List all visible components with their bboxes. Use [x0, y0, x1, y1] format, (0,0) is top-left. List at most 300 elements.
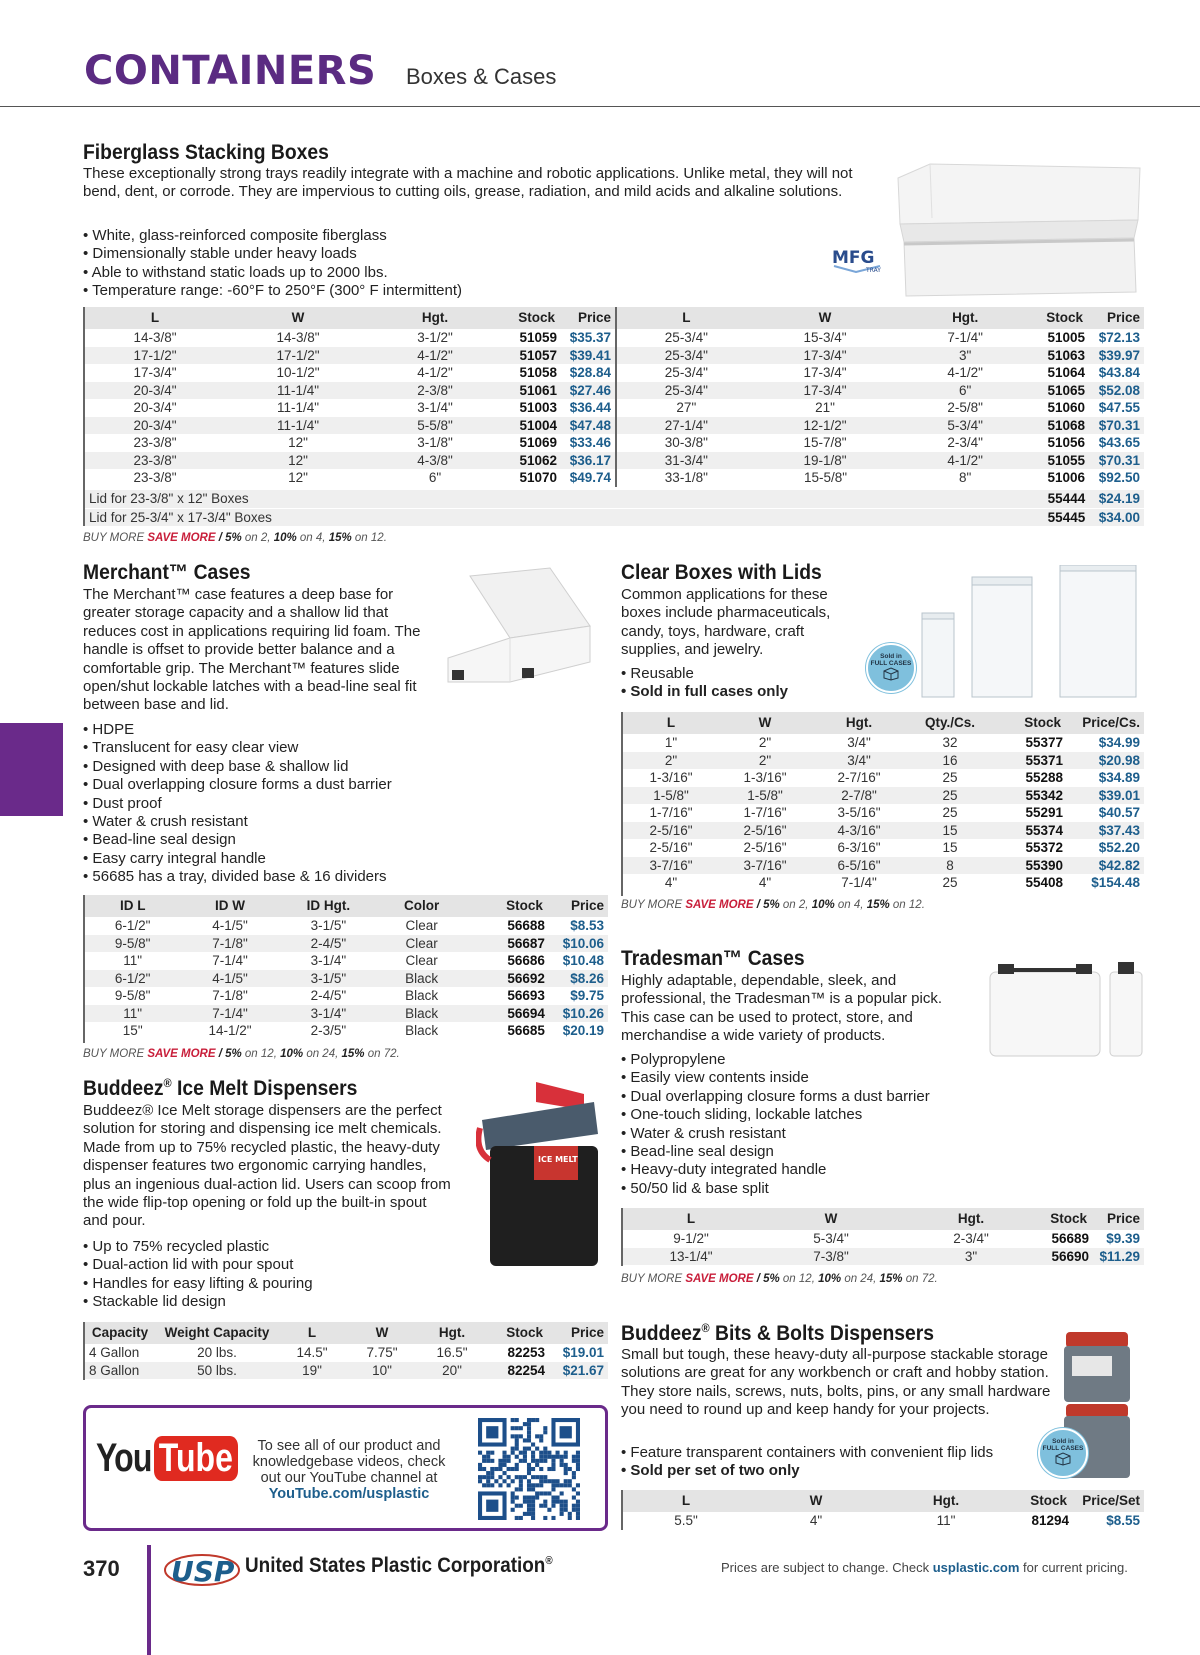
- table-cell: $33.46: [569, 435, 611, 450]
- table-row: [83, 364, 615, 382]
- table-cell: 2-5/8": [947, 400, 983, 415]
- feature-item: • Polypropylene: [621, 1051, 1041, 1069]
- table-row: [83, 917, 608, 935]
- table-row: [616, 417, 1144, 435]
- table-cell: 11-1/4": [276, 400, 320, 415]
- table-cell: 55371: [991, 752, 1065, 770]
- table-cell: 25-3/4": [616, 347, 756, 365]
- table-cell: 3-1/5": [310, 918, 347, 933]
- table-cell: $52.20: [1098, 840, 1140, 855]
- table-cell: 51004: [501, 417, 559, 435]
- column-header: Stock: [991, 712, 1065, 734]
- feature-item: • Translucent for easy clear view: [83, 739, 503, 757]
- table-cell: 8": [959, 470, 972, 485]
- table-cell: Lid for 25-3/4" x 17-3/4" Boxes: [83, 508, 1046, 526]
- table-cell: 15: [909, 822, 991, 840]
- table-cell: 5-5/8": [369, 417, 501, 435]
- table-cell: 15: [942, 840, 958, 855]
- table-cell: 51062: [501, 452, 559, 470]
- merchant-product-image: [440, 566, 600, 721]
- table-cell: 56693: [507, 988, 545, 1003]
- column-header: Price: [1087, 307, 1144, 329]
- feature-item: • Dust proof: [83, 795, 503, 813]
- table-cell: 55445: [1047, 509, 1086, 525]
- ice-melt-table: [83, 1322, 608, 1379]
- feature-item: • Reusable: [621, 665, 861, 683]
- table-cell: $36.17: [559, 452, 615, 470]
- table-cell: 11": [83, 1005, 182, 1023]
- clear-boxes-features: [621, 665, 861, 702]
- table-cell: 51058: [519, 365, 557, 380]
- table-row: [83, 1022, 608, 1040]
- column-header: Stock: [487, 1322, 547, 1344]
- table-cell: 30-3/8": [664, 435, 708, 450]
- table-row: [621, 769, 1144, 787]
- table-cell: 16: [909, 752, 991, 770]
- column-header: ID Hgt.: [278, 895, 379, 917]
- bits-bolts-features: [621, 1444, 1041, 1481]
- feature-item: • Heavy-duty integrated handle: [621, 1161, 1041, 1179]
- feature-item: • Temperature range: -60°F to 250°F (300° F intermittent): [83, 282, 683, 300]
- table-cell: 15-5/8": [803, 470, 848, 485]
- table-cell: 17-3/4": [756, 347, 896, 365]
- table-cell: 1-7/16": [743, 805, 787, 820]
- table-cell: 20-3/4": [83, 417, 227, 435]
- table-cell: 82254: [487, 1362, 547, 1380]
- table-cell: 11-1/4": [227, 417, 369, 435]
- table-row: [621, 1230, 1144, 1248]
- youtube-promo[interactable]: [83, 1405, 608, 1531]
- table-cell: 27": [676, 400, 697, 415]
- table-cell: 3-5/16": [837, 805, 881, 820]
- table-cell: 17-1/2": [83, 347, 227, 365]
- usp-logo: [163, 1552, 241, 1593]
- table-cell: 55390: [991, 857, 1065, 875]
- table-row: [83, 434, 615, 452]
- table-row: [83, 1362, 608, 1380]
- table-cell: 5.5": [674, 1513, 698, 1528]
- box-icon: [1054, 1452, 1072, 1466]
- feature-item: • Bead-line seal design: [83, 831, 503, 849]
- column-header: Hgt.: [901, 1208, 1041, 1230]
- table-cell: $35.37: [569, 330, 611, 345]
- fiberglass-product-image: [890, 160, 1145, 303]
- column-header: Price: [547, 895, 608, 917]
- fiberglass-table-right: [615, 307, 1144, 487]
- table-cell: 55291: [1025, 805, 1063, 820]
- feature-item: • Feature transparent containers with convenient flip lids: [621, 1444, 1041, 1462]
- table-cell: 25: [942, 770, 958, 785]
- table-cell: $39.41: [559, 347, 615, 365]
- table-cell: 6": [895, 382, 1035, 400]
- table-row: [83, 452, 615, 470]
- table-left-border: [83, 895, 85, 1043]
- table-cell: 56687: [464, 935, 547, 953]
- table-cell: 20": [417, 1362, 487, 1380]
- column-header: W: [751, 1490, 881, 1512]
- column-header: Color: [379, 895, 464, 917]
- tradesman-description: Highly adaptable, dependable, sleek, and professional, the Tradesman™ is a popular pick. This case can be used to protect, store, and merchandise a wide variety of products.: [621, 972, 942, 1045]
- buy-more-note: BUY MORE SAVE MORE / 5% on 2, 10% on 4, 15% on 12.: [621, 899, 925, 911]
- table-row: [621, 804, 1144, 822]
- table-cell: 51069: [519, 435, 557, 450]
- column-header: W: [756, 307, 896, 329]
- table-cell: $92.50: [1098, 470, 1140, 485]
- table-cell: 5-3/4": [813, 1231, 849, 1246]
- table-cell: $70.31: [1087, 417, 1144, 435]
- table-cell: 23-3/8": [133, 435, 177, 450]
- mfg-logo-mark: MFG: [832, 248, 875, 268]
- table-cell: 51003: [519, 400, 557, 415]
- table-cell: 2": [721, 752, 809, 770]
- table-cell: 9-1/2": [673, 1231, 709, 1246]
- merchant-features: [83, 721, 503, 887]
- table-cell: 2-3/5": [310, 1023, 347, 1038]
- table-cell: 2-4/5": [278, 935, 379, 953]
- bits-bolts-title: Buddeez® Bits & Bolts Dispensers: [621, 1321, 935, 1345]
- table-cell: 55372: [1025, 840, 1063, 855]
- column-header: Hgt.: [895, 307, 1035, 329]
- page-subtitle: Boxes & Cases: [406, 64, 557, 89]
- table-row: [616, 452, 1144, 470]
- buy-more-note: BUY MORE SAVE MORE / 5% on 12, 10% on 24, 15% on 72.: [621, 1273, 938, 1285]
- table-cell: $49.74: [569, 470, 611, 485]
- column-header: L: [277, 1322, 347, 1344]
- table-row: [83, 399, 615, 417]
- svg-text:USP: USP: [171, 1555, 235, 1588]
- table-cell: 21": [815, 400, 835, 415]
- table-cell: 2-5/16": [649, 840, 693, 855]
- table-cell: $39.01: [1065, 787, 1144, 805]
- table-cell: 3": [895, 347, 1035, 365]
- feature-item: • Bead-line seal design: [621, 1143, 1041, 1161]
- table-cell: 51056: [1047, 435, 1085, 450]
- column-header: W: [347, 1322, 417, 1344]
- table-cell: $10.06: [547, 935, 608, 953]
- table-cell: $34.89: [1098, 770, 1140, 785]
- column-header: Hgt.: [369, 307, 501, 329]
- table-cell: 25-3/4": [664, 365, 708, 380]
- table-cell: 51055: [1035, 452, 1087, 470]
- column-header: Price/Set: [1071, 1490, 1144, 1512]
- table-cell: $154.48: [1091, 875, 1140, 890]
- table-cell: 27-1/4": [616, 417, 756, 435]
- table-cell: $27.46: [559, 382, 615, 400]
- table-cell: $21.67: [547, 1362, 608, 1380]
- table-cell: 2-5/16": [721, 822, 809, 840]
- column-header: Hgt.: [809, 712, 909, 734]
- ice-melt-features: [83, 1238, 463, 1312]
- table-cell: 51057: [501, 347, 559, 365]
- tradesman-features: [621, 1051, 1041, 1198]
- table-cell: 51060: [1047, 400, 1085, 415]
- table-row: [83, 935, 608, 953]
- table-cell: 20-3/4": [83, 382, 227, 400]
- table-cell: 51006: [1047, 470, 1085, 485]
- table-cell: 19": [277, 1362, 347, 1380]
- column-header: W: [721, 712, 809, 734]
- table-cell: 23-3/8": [83, 452, 227, 470]
- table-cell: Clear: [405, 918, 438, 933]
- table-cell: $20.98: [1065, 752, 1144, 770]
- table-cell: $8.26: [547, 970, 608, 988]
- table-cell: 7-1/4": [212, 953, 248, 968]
- youtube-message: To see all of our product and knowledgebase videos, check out our YouTube channel at YouTube.com/usplastic: [252, 1438, 446, 1502]
- table-cell: 4": [664, 875, 678, 890]
- column-header: Stock: [1035, 307, 1087, 329]
- table-cell: 7-1/4": [182, 1005, 277, 1023]
- column-header: L: [83, 307, 227, 329]
- table-cell: $70.31: [1087, 452, 1144, 470]
- feature-item: • Water & crush resistant: [83, 813, 503, 831]
- table-cell: $43.84: [1098, 365, 1140, 380]
- table-cell: 11": [123, 953, 143, 968]
- table-cell: 55374: [991, 822, 1065, 840]
- table-cell: 14-3/8": [276, 330, 320, 345]
- table-cell: 11-1/4": [227, 382, 369, 400]
- pricing-note: Prices are subject to change. Check usplastic.com for current pricing.: [721, 1560, 1128, 1575]
- feature-item: • Dual-action lid with pour spout: [83, 1256, 463, 1274]
- svg-text:ICE MELT: ICE MELT: [538, 1155, 578, 1164]
- table-cell: 10": [347, 1362, 417, 1380]
- qr-code[interactable]: [478, 1418, 580, 1525]
- table-cell: 55288: [1025, 770, 1063, 785]
- table-row: [621, 1512, 1144, 1530]
- table-cell: 55377: [1025, 735, 1063, 750]
- clear-boxes-title: Clear Boxes with Lids: [621, 561, 822, 584]
- feature-item: • 50/50 lid & base split: [621, 1180, 1041, 1198]
- table-cell: 6-5/16": [809, 857, 909, 875]
- table-cell: 12-1/2": [756, 417, 896, 435]
- feature-item: • Dimensionally stable under heavy loads: [83, 245, 683, 263]
- table-cell: 3-1/4": [417, 400, 453, 415]
- table-cell: 15": [122, 1023, 143, 1038]
- youtube-link[interactable]: YouTube.com/usplastic: [268, 1486, 430, 1502]
- column-header: Stock: [1011, 1490, 1071, 1512]
- table-row: [616, 469, 1144, 487]
- table-row: [83, 952, 608, 970]
- table-cell: 51063: [1035, 347, 1087, 365]
- full-cases-badge: Sold in FULL CASES: [1038, 1428, 1088, 1478]
- table-cell: $34.00: [1087, 508, 1144, 526]
- table-cell: 9-5/8": [83, 935, 182, 953]
- table-cell: 4-3/16": [809, 822, 909, 840]
- ice-melt-product-image: [476, 1080, 606, 1275]
- column-header: W: [761, 1208, 901, 1230]
- ice-melt-description: Buddeez® Ice Melt storage dispensers are the perfect solution for storing and dispensing ice melt chemicals. Made from up to 75% recycled plastic, the heavy-duty dispenser features two ergonomic carrying handles, plus an ingenious dual-action lid. Users can scoop from the wide flip-top opening or fold up the built-in spout and pour.: [83, 1102, 451, 1230]
- column-header: L: [616, 307, 756, 329]
- table-cell: 51068: [1035, 417, 1087, 435]
- table-cell: 1-3/16": [743, 770, 787, 785]
- tradesman-product-image: [988, 958, 1144, 1063]
- table-cell: 31-3/4": [616, 452, 756, 470]
- table-cell: 6-3/16": [837, 840, 881, 855]
- table-row: [616, 399, 1144, 417]
- table-cell: 3/4": [847, 735, 871, 750]
- table-row: [83, 490, 1144, 508]
- fiberglass-features: [83, 227, 683, 301]
- svg-text:TRAY: TRAY: [866, 267, 881, 273]
- table-cell: 6-1/2": [83, 970, 182, 988]
- table-cell: 15-7/8": [803, 435, 847, 450]
- table-cell: 33-1/8": [664, 470, 708, 485]
- table-cell: 3": [901, 1248, 1041, 1266]
- full-cases-badge: Sold in FULL CASES: [866, 643, 916, 693]
- table-cell: 56686: [507, 953, 545, 968]
- feature-item: • Easily view contents inside: [621, 1069, 1041, 1087]
- column-header: Stock: [1041, 1208, 1091, 1230]
- table-cell: 3-7/16": [721, 857, 809, 875]
- clear-boxes-table: [621, 712, 1144, 892]
- column-header: Stock: [501, 307, 559, 329]
- table-cell: 1-7/16": [649, 805, 693, 820]
- fiberglass-title: Fiberglass Stacking Boxes: [83, 141, 329, 164]
- bits-bolts-table: [621, 1490, 1144, 1530]
- feature-item: • One-touch sliding, lockable latches: [621, 1106, 1041, 1124]
- table-cell: Clear: [405, 953, 438, 968]
- table-cell: $52.08: [1087, 382, 1144, 400]
- table-cell: $47.55: [1098, 400, 1140, 415]
- table-cell: 16.5": [436, 1345, 468, 1360]
- table-cell: 56692: [464, 970, 547, 988]
- table-cell: 51005: [1047, 330, 1085, 345]
- table-cell: 15-3/4": [803, 330, 847, 345]
- column-header: Qty./Cs.: [909, 712, 991, 734]
- column-header: L: [621, 1208, 761, 1230]
- fiberglass-lid-table: [83, 490, 1144, 526]
- table-cell: $37.43: [1065, 822, 1144, 840]
- table-cell: 4-1/2": [895, 452, 1035, 470]
- table-cell: $42.82: [1065, 857, 1144, 875]
- table-cell: 51061: [501, 382, 559, 400]
- company-name: United States Plastic Corporation®: [245, 1554, 553, 1577]
- table-cell: Clear: [379, 935, 464, 953]
- table-row: [83, 1005, 608, 1023]
- table-cell: 2-3/4": [953, 1231, 989, 1246]
- youtube-logo[interactable]: You Tube: [96, 1436, 258, 1481]
- table-cell: 20 lbs.: [197, 1345, 237, 1360]
- table-cell: 25-3/4": [664, 330, 708, 345]
- table-cell: $24.19: [1087, 490, 1144, 508]
- page-number: 370: [83, 1556, 120, 1581]
- table-cell: 14-3/8": [133, 330, 177, 345]
- table-cell: $43.65: [1098, 435, 1140, 450]
- column-header: Price: [547, 1322, 608, 1344]
- table-row: [621, 857, 1144, 875]
- table-cell: 7-1/8": [212, 988, 248, 1003]
- table-cell: $9.39: [1106, 1231, 1140, 1246]
- table-cell: 4-1/5": [182, 970, 277, 988]
- page-title: CONTAINERS: [84, 48, 377, 94]
- table-cell: 3-1/4": [278, 1005, 379, 1023]
- table-cell: 55444: [1047, 491, 1086, 506]
- column-header: Price: [559, 307, 615, 329]
- table-cell: Black: [379, 970, 464, 988]
- fiberglass-table-left: [83, 307, 615, 487]
- feature-item: • Able to withstand static loads up to 2000 lbs.: [83, 264, 683, 282]
- table-cell: 7-1/4": [947, 330, 983, 345]
- table-cell: 1-5/8": [721, 787, 809, 805]
- table-cell: 7-1/8": [182, 935, 277, 953]
- table-cell: 17-1/2": [227, 347, 369, 365]
- column-header: Capacity: [83, 1322, 157, 1344]
- column-header: Price/Cs.: [1065, 712, 1144, 734]
- table-cell: 17-3/4": [803, 365, 847, 380]
- table-cell: $10.48: [562, 953, 604, 968]
- table-cell: $72.13: [1098, 330, 1140, 345]
- table-cell: 2-5/16": [621, 822, 721, 840]
- table-row: [621, 752, 1144, 770]
- table-cell: 6": [428, 470, 442, 485]
- table-cell: 1-3/16": [649, 770, 693, 785]
- table-cell: 14.5": [296, 1345, 328, 1360]
- table-cell: 13-1/4": [621, 1248, 761, 1266]
- table-cell: 4-3/8": [369, 452, 501, 470]
- feature-item: • Water & crush resistant: [621, 1125, 1041, 1143]
- table-cell: 8: [909, 857, 991, 875]
- column-header: L: [621, 1490, 751, 1512]
- table-cell: 4": [809, 1513, 823, 1528]
- table-cell: 4-1/2": [369, 347, 501, 365]
- merchant-description: The Merchant™ case features a deep base for greater storage capacity and a shallow lid that reduces cost in applications requiring lid foam. The handle is offset to provide better balance and a comfortable grip. The Merchant™ features slide open/shut lockable latches with a bead-line seal fit between base and lid.: [83, 586, 421, 714]
- table-left-border: [621, 1490, 623, 1530]
- tradesman-table: [621, 1208, 1144, 1265]
- table-left-border: [621, 712, 623, 896]
- feature-item: • Stackable lid design: [83, 1293, 463, 1311]
- table-cell: Black: [379, 1005, 464, 1023]
- site-link[interactable]: usplastic.com: [932, 1560, 1020, 1575]
- table-cell: 23-3/8": [133, 470, 177, 485]
- table-cell: 6-1/2": [114, 918, 151, 933]
- table-cell: 50 lbs.: [157, 1362, 277, 1380]
- table-cell: 10-1/2": [276, 365, 320, 380]
- table-cell: 2-5/16": [743, 840, 787, 855]
- table-cell: 19-1/8": [756, 452, 896, 470]
- table-cell: 2-4/5": [310, 988, 347, 1003]
- feature-item: • Easy carry integral handle: [83, 850, 503, 868]
- table-cell: $19.01: [562, 1345, 604, 1360]
- table-cell: 4-1/5": [212, 918, 248, 933]
- table-cell: 82253: [507, 1345, 545, 1360]
- table-cell: 51064: [1047, 365, 1085, 380]
- table-cell: 2-3/4": [947, 435, 983, 450]
- table-cell: 17-3/4": [756, 382, 896, 400]
- table-cell: 7-1/4": [841, 875, 877, 890]
- table-cell: 12": [288, 435, 308, 450]
- table-cell: 51065: [1035, 382, 1087, 400]
- column-header: ID L: [83, 895, 182, 917]
- table-cell: $8.53: [570, 918, 604, 933]
- table-row: [83, 508, 1144, 526]
- table-cell: $10.26: [547, 1005, 608, 1023]
- table-cell: 2-7/8": [809, 787, 909, 805]
- table-cell: 4-1/2": [417, 365, 453, 380]
- table-cell: 2": [758, 735, 772, 750]
- table-cell: 3-1/4": [310, 953, 347, 968]
- table-row: [616, 347, 1144, 365]
- feature-item: • Dual overlapping closure forms a dust barrier: [83, 776, 503, 794]
- fiberglass-description: These exceptionally strong trays readily integrate with a machine and robotic applications. Unlike metal, they will not bend, dent, or corrode. They are impervious to cutting oils, grease, radiation, and mild acids and alkaline solutions.: [83, 165, 853, 201]
- feature-item: • 56685 has a tray, divided base & 16 dividers: [83, 868, 503, 886]
- table-cell: 17-3/4": [133, 365, 177, 380]
- table-cell: 3-1/2": [417, 330, 453, 345]
- table-cell: 25: [909, 787, 991, 805]
- feature-item: • White, glass-reinforced composite fiberglass: [83, 227, 683, 245]
- table-cell: 2-3/8": [369, 382, 501, 400]
- table-row: [616, 329, 1144, 347]
- table-cell: 7-3/8": [761, 1248, 901, 1266]
- table-cell: 5-3/4": [895, 417, 1035, 435]
